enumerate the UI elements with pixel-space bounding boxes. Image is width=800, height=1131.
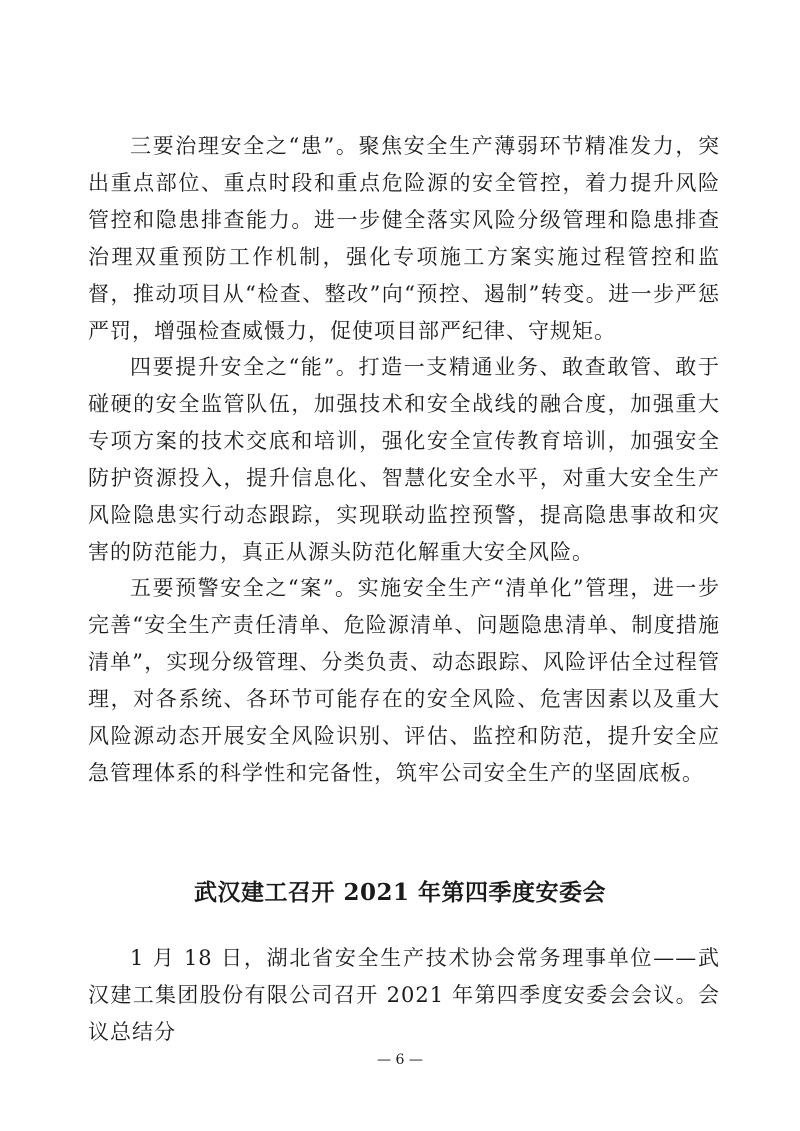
paragraph-text: 1 月 18 日，湖北省安全生产技术协会常务理事单位——武汉建工集团股份有限公司召开 2021 年第四季度安委会会议。会议总结分 [88,946,720,1044]
paragraph-warning [88,570,720,792]
article-intro [88,940,720,1051]
paragraph-capability [88,349,720,571]
paragraph-text: 五要预警安全之“案”。实施安全生产“清单化”管理，进一步完善“安全生产责任清单、危险源清单、问题隐患清单、制度措施清单”，实现分级管理、分类负责、动态跟踪、风险评估全过程管理，对各系统、各环节可能存在的安全风险、危害因素以及重大风险源动态开展安全风险识别、评估、监控和防范，提升安全应急管理体系的科学性和完备性，筑牢公司安全生产的坚固底板。 [88,576,720,785]
paragraph-text: 四要提升安全之“能”。打造一支精通业务、敢查敢管、敢于碰硬的安全监管队伍，加强技术和安全战线的融合度，加强重大专项方案的技术交底和培训，强化安全宣传教育培训，加强安全防护资源投入，提升信息化、智慧化安全水平，对重大安全生产风险隐患实行动态跟踪，实现联动监控预警，提高隐患事故和灾害的防范能力，真正从源头防范化解重大安全风险。 [88,355,720,564]
page-number: — 6 — [377,1052,423,1068]
paragraph-governance [88,128,720,350]
paragraph-text: 三要治理安全之“患”。聚焦安全生产薄弱环节精准发力，突出重点部位、重点时段和重点危险源的安全管控，着力提升风险管控和隐患排查能力。进一步健全落实风险分级管理和隐患排查治理双重预防工作机制，强化专项施工方案实施过程管控和监督，推动项目从“检查、整改”向“预控、遏制”转变。进一步严惩严罚，增强检查威慑力，促使项目部严纪律、守规矩。 [88,134,720,343]
article-title: 武汉建工召开 2021 年第四季度安委会 [193,879,607,906]
